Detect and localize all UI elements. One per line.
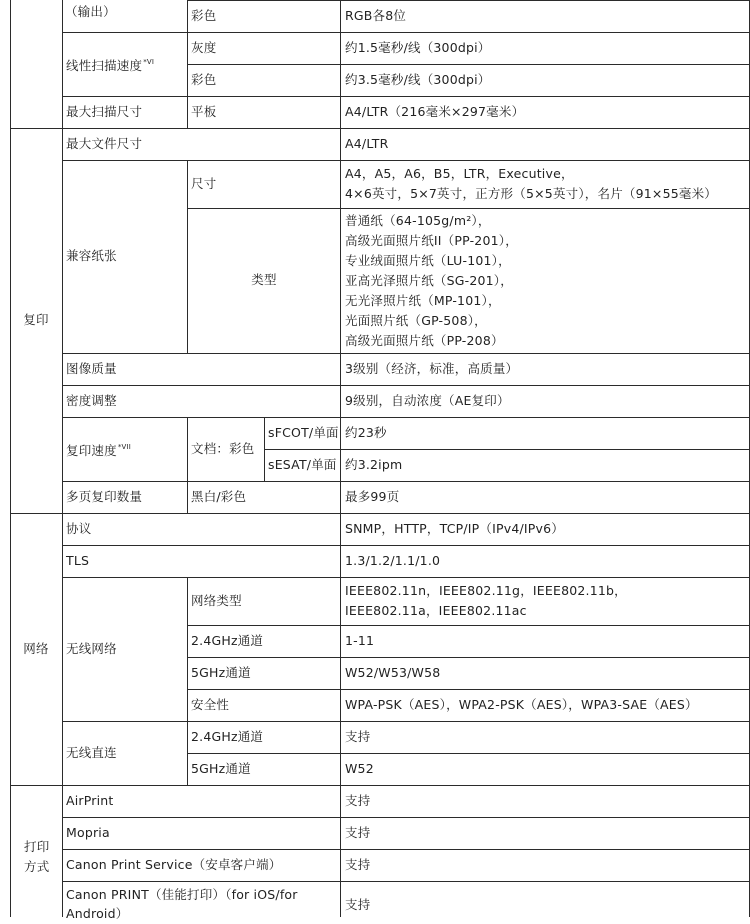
table-rule bbox=[264, 417, 265, 481]
direct-5ghz-label: 5GHz通道 bbox=[191, 761, 251, 776]
color-speed-value: 约3.5毫秒/线（300dpi） bbox=[345, 72, 491, 87]
table-rule bbox=[62, 0, 63, 917]
table-rule bbox=[10, 128, 749, 129]
table-rule bbox=[187, 625, 749, 626]
protocol-label: 协议 bbox=[66, 521, 92, 536]
table-rule bbox=[187, 0, 749, 1]
mopria-label: Mopria bbox=[66, 825, 110, 840]
table-rule bbox=[187, 0, 188, 128]
paper-type-line: 亚高光泽照片纸（SG-201）， bbox=[345, 273, 513, 288]
table-rule bbox=[187, 208, 749, 209]
wireless-direct-label: 无线直连 bbox=[66, 745, 117, 760]
image-quality-value: 3级别（经济，标准，高质量） bbox=[345, 361, 519, 376]
table-rule bbox=[187, 689, 749, 690]
table-rule bbox=[62, 385, 749, 386]
airprint-value: 支持 bbox=[345, 793, 371, 808]
section-label-network: 网络 bbox=[23, 641, 49, 656]
canon-print-label: Canon PRINT（佳能打印）（for iOS/for bbox=[66, 887, 298, 902]
table-rule bbox=[62, 545, 749, 546]
bw-color-label: 黑白/彩色 bbox=[191, 489, 247, 504]
section-label-print-method: 方式 bbox=[24, 859, 50, 874]
flatbed-label: 平板 bbox=[191, 104, 217, 119]
network-type-line: IEEE802.11n，IEEE802.11g，IEEE802.11b， bbox=[345, 583, 627, 598]
table-rule bbox=[62, 96, 749, 97]
table-rule bbox=[62, 577, 749, 578]
footnote-marker: *VI bbox=[143, 58, 155, 66]
table-rule bbox=[187, 64, 749, 65]
scan-output-label: （输出） bbox=[65, 4, 116, 19]
paper-size-line: A4，A5，A6，B5，LTR，Executive， bbox=[345, 166, 574, 181]
table-rule bbox=[187, 417, 188, 513]
section-label-copy: 复印 bbox=[23, 312, 49, 327]
table-rule bbox=[62, 721, 749, 722]
table-rule bbox=[10, 513, 749, 514]
network-type-label: 网络类型 bbox=[191, 593, 242, 608]
output-color-label: 彩色 bbox=[191, 8, 217, 23]
line-scan-speed-text: 线性扫描速度 bbox=[66, 58, 143, 73]
table-rule bbox=[187, 753, 749, 754]
table-rule bbox=[10, 785, 749, 786]
paper-type-line: 无光泽照片纸（MP-101）， bbox=[345, 293, 501, 308]
density-value: 9级别，自动浓度（AE复印） bbox=[345, 393, 510, 408]
canon-print-service-label: Canon Print Service（安卓客户端） bbox=[66, 857, 282, 872]
footnote-marker: *VII bbox=[117, 443, 132, 451]
tls-value: 1.3/1.2/1.1/1.0 bbox=[345, 553, 441, 568]
max-scan-size-label: 最大扫描尺寸 bbox=[66, 104, 143, 119]
table-rule bbox=[187, 657, 749, 658]
sesat-value: 约3.2ipm bbox=[345, 457, 403, 472]
paper-type-line: 普通纸（64-105g/m²）， bbox=[345, 213, 491, 228]
wlan-24ghz-value: 1-11 bbox=[345, 633, 375, 648]
network-type-line: IEEE802.11a，IEEE802.11ac bbox=[345, 603, 527, 618]
tls-label: TLS bbox=[66, 553, 90, 568]
security-value: WPA-PSK（AES），WPA2-PSK（AES），WPA3-SAE（AES） bbox=[345, 697, 698, 712]
multi-copy-value: 最多99页 bbox=[345, 489, 400, 504]
gray-label: 灰度 bbox=[191, 40, 217, 55]
copy-speed-text: 复印速度 bbox=[66, 443, 117, 458]
max-document-size-value: A4/LTR bbox=[345, 136, 389, 151]
table-rule bbox=[62, 817, 749, 818]
paper-type-line: 高级光面照片纸（PP-208） bbox=[345, 333, 504, 348]
paper-size-label: 尺寸 bbox=[191, 176, 217, 191]
multi-copy-label: 多页复印数量 bbox=[66, 489, 143, 504]
max-scan-size-value: A4/LTR（216毫米×297毫米） bbox=[345, 104, 525, 119]
table-rule bbox=[62, 481, 749, 482]
paper-type-line: 高级光面照片纸II（PP-201）， bbox=[345, 233, 518, 248]
mopria-value: 支持 bbox=[345, 825, 371, 840]
canon-print-value: 支持 bbox=[345, 897, 371, 912]
table-rule bbox=[187, 577, 188, 785]
sfcot-label: sFCOT/单面 bbox=[268, 425, 339, 440]
direct-5ghz-value: W52 bbox=[345, 761, 374, 776]
sfcot-value: 约23秒 bbox=[345, 425, 387, 440]
paper-type-label: 类型 bbox=[251, 272, 277, 287]
wlan-5ghz-label: 5GHz通道 bbox=[191, 665, 251, 680]
direct-24ghz-value: 支持 bbox=[345, 729, 371, 744]
wireless-lan-label: 无线网络 bbox=[66, 641, 117, 656]
table-rule bbox=[62, 160, 749, 161]
compatible-paper-label: 兼容纸张 bbox=[66, 248, 117, 263]
paper-size-line: 4×6英寸，5×7英寸，正方形（5×5英寸），名片（91×55毫米） bbox=[345, 186, 717, 201]
max-document-size-label: 最大文件尺寸 bbox=[66, 136, 143, 151]
copy-speed-label bbox=[66, 437, 131, 461]
direct-24ghz-label: 2.4GHz通道 bbox=[191, 729, 264, 744]
output-color-value: RGB各8位 bbox=[345, 8, 407, 23]
airprint-label: AirPrint bbox=[66, 793, 114, 808]
density-label: 密度调整 bbox=[66, 393, 117, 408]
canon-print-service-value: 支持 bbox=[345, 857, 371, 872]
table-rule bbox=[10, 0, 11, 917]
wlan-24ghz-label: 2.4GHz通道 bbox=[191, 633, 264, 648]
table-rule bbox=[264, 449, 749, 450]
table-rule bbox=[62, 32, 749, 33]
protocol-value: SNMP，HTTP，TCP/IP（IPv4/IPv6） bbox=[345, 521, 564, 536]
table-rule bbox=[62, 417, 749, 418]
gray-speed-value: 约1.5毫秒/线（300dpi） bbox=[345, 40, 491, 55]
paper-type-line: 光面照片纸（GP-508）， bbox=[345, 313, 487, 328]
section-label-print-method: 打印 bbox=[24, 839, 50, 854]
image-quality-label: 图像质量 bbox=[66, 361, 117, 376]
table-rule bbox=[62, 849, 749, 850]
canon-print-label: Android） bbox=[66, 906, 129, 921]
color-label: 彩色 bbox=[191, 72, 217, 87]
table-rule bbox=[340, 0, 341, 917]
line-scan-speed-label bbox=[66, 52, 154, 76]
document-color-label: 文档：彩色 bbox=[191, 441, 255, 456]
table-rule bbox=[187, 160, 188, 353]
sesat-label: sESAT/单面 bbox=[268, 457, 337, 472]
table-rule bbox=[62, 353, 749, 354]
security-label: 安全性 bbox=[191, 697, 230, 712]
paper-type-line: 专业绒面照片纸（LU-101）， bbox=[345, 253, 511, 268]
table-rule bbox=[62, 881, 749, 882]
wlan-5ghz-value: W52/W53/W58 bbox=[345, 665, 441, 680]
